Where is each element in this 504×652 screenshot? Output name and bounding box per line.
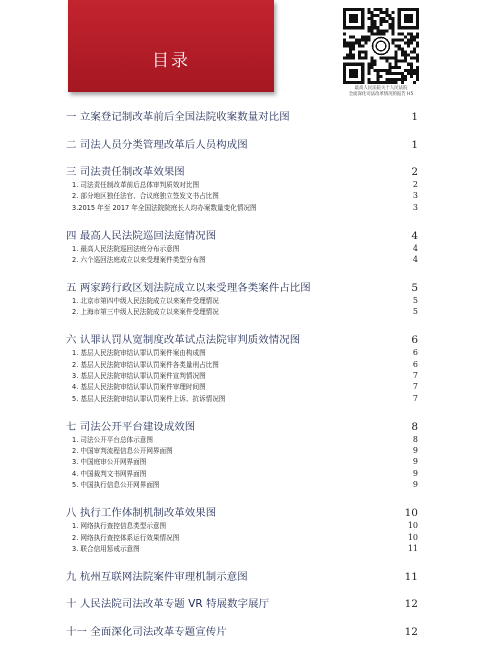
toc-subitem-title: 2. 六个巡回法庭成立以来受理案件类型分布图 [72,256,206,265]
toc-subitem-title: 2. 上海市第三中级人民法院成立以来案件受理情况 [72,308,219,317]
toc-section-title: 六 认罪认罚从宽制度改革试点法院审判质效情况图 [66,334,301,347]
toc-section-2[interactable] [66,136,418,150]
toc-section-11[interactable] [66,623,418,637]
toc-section-1[interactable] [66,108,418,122]
toc-subitem-title: 1. 最高人民法院巡回法庭分布示意图 [72,244,180,253]
toc-subitem[interactable] [66,254,418,265]
qr-caption [343,86,419,98]
toc-subitem-title: 3.2015 年至 2017 年全国法院院庭长人均办案数量变化情况图 [72,203,257,212]
toc-subitem-page-number: 3 [412,191,418,201]
toc-subitem-page-number: 9 [412,457,418,467]
toc-subitem-title: 2. 中国审判流程信息公开网界面图 [72,447,173,456]
toc-section-7[interactable] [66,418,418,432]
qr-caption-line2: 全面深化司法改革情况的报告 H5 [348,92,414,97]
toc-page-number: 11 [404,570,418,583]
toc-page-number: 4 [411,229,418,242]
toc-section-8[interactable] [66,504,418,518]
toc-subitem-title: 5. 基层人民法院审结认罪认罚案件上诉、抗诉情况图 [72,394,226,403]
toc-subitem-page-number: 4 [412,255,418,265]
toc-subitem[interactable] [66,359,418,370]
qr-code-block [343,8,419,98]
toc-subitem[interactable] [66,370,418,381]
toc-subitem[interactable] [66,456,418,467]
page-title: 目录 [152,51,190,71]
toc-subitem-page-number: 10 [407,532,418,542]
toc-subitem-title: 2. 部分地区独任法官、合议庭独立签发文书占比图 [72,192,219,201]
toc-subitem-title: 1. 基层人民法院审结认罪认罚案件案由构成图 [72,349,206,358]
toc-subitem-title: 1. 网络执行查控信息类型示意图 [72,522,167,531]
toc-section-5[interactable] [66,279,418,293]
toc-subitem[interactable] [66,393,418,404]
toc-subitem-page-number: 9 [412,480,418,490]
toc-subitem[interactable] [66,445,418,456]
toc-subitem[interactable] [66,179,418,190]
toc-page-number: 12 [404,625,418,638]
toc-subitem[interactable] [66,479,418,490]
toc-page-number: 8 [411,420,418,433]
toc-section-title: 一 立案登记制改革前后全国法院收案数量对比图 [66,111,290,123]
toc-page-number: 6 [411,334,418,347]
toc-subitem[interactable] [66,295,418,306]
toc-page-number: 12 [404,598,418,611]
toc-subitem[interactable] [66,306,418,317]
toc-page-number: 10 [404,507,418,520]
toc-subitem-title: 1. 司法责任制改革前后总体审判质效对比图 [72,181,200,189]
toc-subitem-page-number: 7 [412,371,418,381]
toc-subitem-page-number: 10 [407,521,418,531]
toc-section-title: 七 司法公开平台建设成效图 [66,420,196,433]
toc-subitem-page-number: 2 [412,180,418,189]
toc-subitem[interactable] [66,202,418,213]
toc-subitem-page-number: 9 [412,468,418,478]
toc-subitem-page-number: 3 [412,202,418,212]
toc-subitem-page-number: 6 [412,359,418,369]
toc-subitem-title: 5. 中国执行信息公开网界面图 [72,481,160,490]
toc-section-title: 三 司法责任制改革效果图 [66,166,185,178]
toc-subitem-title: 1. 司法公开平台总体示意图 [72,435,153,444]
toc-banner [68,0,274,92]
toc-subitem[interactable] [66,347,418,358]
toc-section-title: 十 人民法院司法改革专题 VR 特展数字展厅 [66,598,270,611]
toc-page-number: 1 [411,111,418,123]
toc-subitem-page-number: 9 [412,446,418,456]
toc-page-number: 2 [411,166,418,178]
toc-subitem-page-number: 7 [412,393,418,403]
toc-subitem-page-number: 5 [412,307,418,317]
toc-section-4[interactable] [66,227,418,241]
toc-subitem-page-number: 7 [412,382,418,392]
court-emblem-icon [372,37,389,54]
toc-section-title: 四 最高人民法院巡回法庭情况图 [66,229,217,242]
toc-subitem[interactable] [66,190,418,201]
toc-subitem-title: 3. 联合信用惩戒示意图 [72,544,140,553]
toc-section-title: 二 司法人员分类管理改革后人员构成图 [66,138,248,151]
toc-subitem-title: 2. 基层人民法院审结认罪认罚案件各类量刑占比图 [72,360,219,369]
toc-subitem-title: 3. 基层人民法院审结认罪认罚案件宣判情况图 [72,372,206,381]
toc-subitem-page-number: 4 [412,243,418,253]
toc-subitem[interactable] [66,543,418,554]
toc-section-title: 八 执行工作体制机制改革效果图 [66,507,217,520]
toc-subitem-title: 2. 网络执行查控体系运行效果情况图 [72,533,180,542]
toc-section-6[interactable] [66,331,418,345]
toc-subitem-page-number: 11 [407,543,418,553]
qr-caption-line1: 最高人民法院关于人民法院 [354,86,408,91]
toc-subitem-page-number: 8 [412,434,418,444]
toc-subitem[interactable] [66,532,418,543]
toc-subitem[interactable] [66,434,418,445]
toc-subitem[interactable] [66,520,418,531]
toc-page-number: 5 [411,281,418,294]
toc-subitem-title: 3. 中国庭审公开网界面图 [72,458,147,467]
toc-subitem-title: 4. 基层人民法院审结认罪认罚案件审理时间图 [72,383,206,392]
toc-subitem[interactable] [66,243,418,254]
qr-code-image [343,8,419,84]
toc-subitem-page-number: 6 [412,348,418,358]
toc-subitem-title: 4. 中国裁判文书网界面图 [72,469,147,478]
toc-section-title: 九 杭州互联网法院案件审理机制示意图 [66,570,248,583]
toc-section-title: 五 两家跨行政区划法院成立以来受理各类案件占比图 [66,281,311,294]
toc-subitem-title: 1. 北京市第四中级人民法院成立以来案件受理情况 [72,296,219,305]
toc-section-9[interactable] [66,568,418,582]
toc-subitem[interactable] [66,381,418,392]
toc-section-title: 十一 全面深化司法改革专题宣传片 [66,625,227,638]
toc-section-10[interactable] [66,595,418,609]
toc-subitem[interactable] [66,468,418,479]
toc-section-3[interactable] [66,163,418,177]
toc-subitem-page-number: 5 [412,295,418,305]
toc-page-number: 1 [411,138,418,151]
table-of-contents [66,108,418,637]
